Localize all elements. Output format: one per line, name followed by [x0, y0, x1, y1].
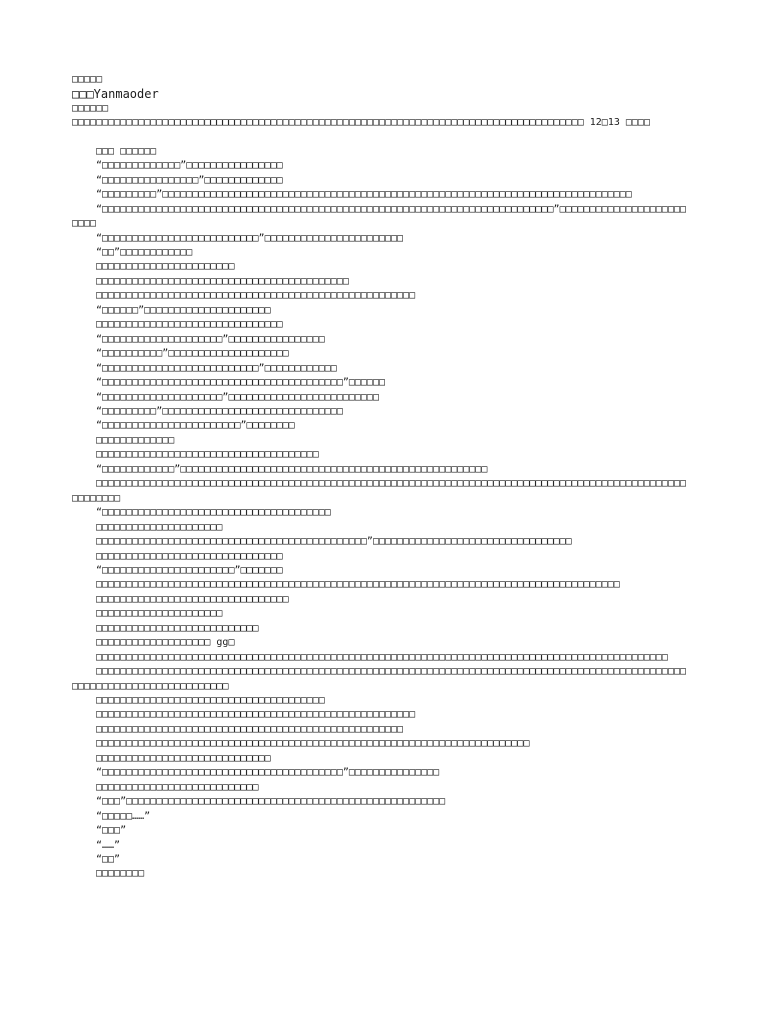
paragraph: □□□□□□□□□□□□□□□□□□□□□□□□□□□□□□□□□□□□□□□□□□□□□□□□□□□□□ [96, 290, 416, 302]
paragraph: □□□ □□□□□□ [96, 145, 157, 157]
intro-line: □□□□□□□□□□□□□□□□□□□□□□□□□□□□□□□□□□□□□□□□□□□□□□□□□□□□□□□□□□□□□□□□□□□□□□□□□□□□□□□□□□□□□ 12□13 □□□□ [72, 117, 650, 129]
paragraph: □□□□□□□□□□□□□□□□□□□□□ [96, 521, 223, 533]
paragraph: □□□□□□□□□□□□□□□□□□□ gg□ [96, 637, 235, 649]
paragraph: “□□□□□□□□□”□□□□□□□□□□□□□□□□□□□□□□□□□□□□□□□□□□□□□□□□□□□□□□□□□□□□□□□□□□□□□□□□□□□□□□□□□□□□□□ [96, 189, 632, 201]
document-title: □□□□□ [72, 74, 103, 85]
paragraph: “□□□□□□□□□□□□□□□□□□□□□□□”□□□□□□□□ [96, 420, 295, 432]
paragraph: □□□□□□□□□□□□□□□□□□□□□□□□□□□□□□□□□□□□□□□□□□□□□□□□□□□□□□□□□□□□□□□□□□□□□□□□ [96, 738, 530, 750]
paragraph: “□□□” [96, 825, 127, 837]
paragraph: “□□” [96, 854, 121, 866]
paragraph: □□□□□□□□□□□□□□□□□□□□□□□□□□□□□□□ [96, 550, 283, 562]
paragraph: □□□□□□□□□□□□□□□□□□□□□ [96, 608, 223, 620]
paragraph: □□□□□□□□□□□□□□□□□□□□□□□□□□□ [96, 781, 259, 793]
paragraph: □□□□□□□□□□□□□□□□□□□□□□□□□□□ [96, 622, 259, 634]
paragraph: “□□□□□□□□□□□□□□□□”□□□□□□□□□□□□□ [96, 174, 283, 186]
paragraph: “□□□□□……” [96, 810, 151, 822]
paragraph: “□□□□□□□□□□□□□□□□□□□□□□□□□□□□□□□□□□□□□□□□□□□□□□□□□□□□□□□□□□□□□□□□□□□□□□□□□□□”□□□□□□□□□□□□□□□□□□□□□□□□□ [72, 203, 687, 230]
paragraph: □□□□□□□□□□□□□□□□□□□□□□□□□□□□□□□□□□□□□□□□□□□□□□□□□□□ [96, 723, 404, 735]
paragraph: “……” [96, 839, 121, 851]
paragraph: “□□□□□□□□□□□□□□□□□□□□□□□□□□”□□□□□□□□□□□□□□□□□□□□□□□ [96, 232, 404, 244]
paragraph: “□□□”□□□□□□□□□□□□□□□□□□□□□□□□□□□□□□□□□□□□□□□□□□□□□□□□□□□□□ [96, 796, 446, 808]
document-header [72, 73, 692, 131]
paragraph: □□□□□□□□□□□□□□□□□□□□□□□□□□□□□□□□□□□□□□□□□□□□□□□□□□□□□□□□□□□□□□□□□□□□□□□□□□□□□□□□□□□□□□□□□□□□□□□□□□□□□□□□□□ [72, 478, 687, 504]
document-subtitle: □□□□□□ [72, 102, 109, 114]
paragraph: “□□□□□□□□□□□□□□□□□□□□□□□□□□□□□□□□□□□□□□□□”□□□□□□ [96, 377, 385, 389]
paragraph: □□□□□□□□□□□□□□□□□□□□□□□□□□□□□□□□□□□□□□□□□□□□□□□□□□□□□ [96, 709, 416, 721]
paragraph: □□□□□□□□□□□□□□□□□□□□□□□□□□□□□□□□□□□□□ [96, 449, 319, 461]
paragraph: “□□□□□□□□□□□□”□□□□□□□□□□□□□□□□□□□□□□□□□□□□□□□□□□□□□□□□□□□□□□□□□□□ [96, 463, 488, 475]
paragraph: □□□□□□□□□□□□□□□□□□□□□□□□□□□□□□□ [96, 319, 283, 331]
paragraph: □□□□□□□□□□□□□□□□□□□□□□□ [96, 261, 235, 273]
paragraph: “□□□□□□□□□□”□□□□□□□□□□□□□□□□□□□□ [96, 348, 289, 360]
paragraph: □□□□□□□□□□□□□□□□□□□□□□□□□□□□□□□□ [96, 593, 289, 605]
paragraph: “□□□□□□□□□□□□□□□□□□□□□□”□□□□□□□ [96, 564, 283, 576]
paragraph: □□□□□□□□□□□□□□□□□□□□□□□□□□□□□□□□□□□□□□ [96, 695, 325, 707]
document-body [72, 145, 692, 882]
paragraph: “□□”□□□□□□□□□□□□ [96, 246, 193, 258]
paragraph: “□□□□□□□□□”□□□□□□□□□□□□□□□□□□□□□□□□□□□□□□ [96, 405, 343, 417]
paragraph: □□□□□□□□□□□□□□□□□□□□□□□□□□□□□□□□□□□□□□□□□□□□□□□□□□□□□□□□□□□□□□□□□□□□□□□□□□□□□□□□□□□□□□□ [96, 579, 620, 591]
paragraph: “□□□□□□”□□□□□□□□□□□□□□□□□□□□□ [96, 304, 271, 316]
paragraph: □□□□□□□□□□□□□□□□□□□□□□□□□□□□□□□□□□□□□□□□□□ [96, 275, 349, 287]
paragraph: “□□□□□□□□□□□□□□□□□□□□□□□□□□”□□□□□□□□□□□□ [96, 362, 337, 374]
document-page [72, 73, 692, 882]
paragraph: □□□□□□□□□□□□□ [96, 434, 175, 446]
paragraph: “□□□□□□□□□□□□□□□□□□□□□□□□□□□□□□□□□□□□□□ [96, 507, 331, 519]
paragraph: □□□□□□□□□□□□□□□□□□□□□□□□□□□□□□□□□□□□□□□□□□□□□□□□□□□□□□□□□□□□□□□□□□□□□□□□□□□□□□□□□□□□□□□□□□□□□□□□□□□□□□□□□□□□□□□□□□□□□□□□□□□□ [72, 666, 687, 692]
paragraph: □□□□□□□□ [96, 868, 145, 880]
paragraph: □□□□□□□□□□□□□□□□□□□□□□□□□□□□□□□□□□□□□□□□□□□□□□□□□□□□□□□□□□□□□□□□□□□□□□□□□□□□□□□□□□□□□□□□□□□□□□□ [96, 651, 668, 663]
paragraph: “□□□□□□□□□□□□□□□□□□□□□□□□□□□□□□□□□□□□□□□□”□□□□□□□□□□□□□□□ [96, 767, 440, 779]
paragraph: “□□□□□□□□□□□□□”□□□□□□□□□□□□□□□□ [96, 160, 283, 172]
paragraph: □□□□□□□□□□□□□□□□□□□□□□□□□□□□□ [96, 752, 271, 764]
paragraph: “□□□□□□□□□□□□□□□□□□□□”□□□□□□□□□□□□□□□□□□□□□□□□□ [96, 391, 379, 403]
author-line: □□□Yanmaoder [72, 87, 159, 102]
paragraph: □□□□□□□□□□□□□□□□□□□□□□□□□□□□□□□□□□□□□□□□□□□□□”□□□□□□□□□□□□□□□□□□□□□□□□□□□□□□□□□ [96, 536, 572, 548]
paragraph: “□□□□□□□□□□□□□□□□□□□□”□□□□□□□□□□□□□□□□ [96, 333, 325, 345]
